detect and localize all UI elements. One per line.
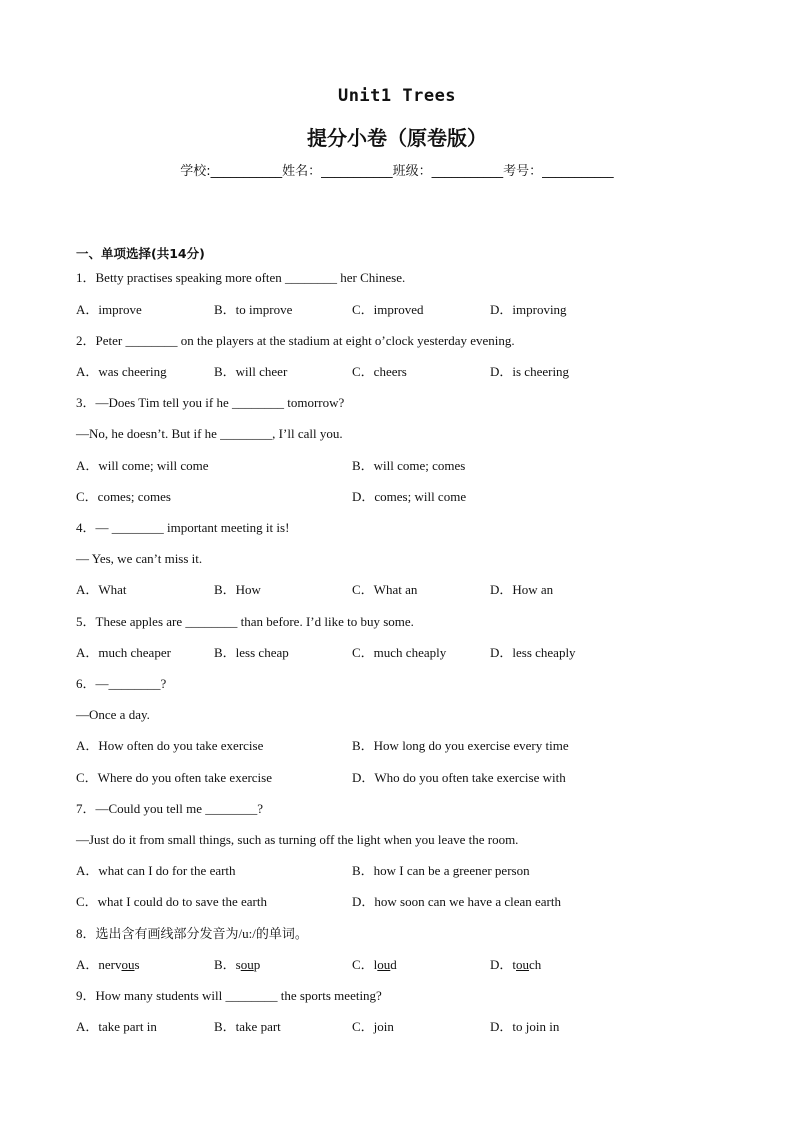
underlined-letters: ou [240,957,254,972]
section-heading: 一、单项选择(共14分) [76,246,205,261]
question-7-stem: 7．—Could you tell me ________? [76,801,264,816]
question-1-option-c: C．improved [352,302,424,317]
question-1-option-b: B．to improve [214,302,293,317]
question-2-option-b: B．will cheer [214,364,288,379]
question-8-option-a [76,955,140,975]
question-4-option-a: A．What [76,582,127,597]
question-8-option-c [352,955,397,975]
question-9-option-c: C．join [352,1019,394,1034]
question-1-option-d: D．improving [490,302,567,317]
question-1-option-a: A．improve [76,302,142,317]
option-prefix: B． [214,957,236,972]
question-4-option-c: C．What an [352,582,418,597]
word-part: ch [529,957,542,972]
question-7-option-c: C．what I could do to save the earth [76,894,267,909]
question-6-option-a: A．How often do you take exercise [76,738,264,753]
question-2-option-d: D．is cheering [490,364,570,379]
document-title: Unit1 Trees [337,86,457,106]
question-5-option-b: B．less cheap [214,645,289,660]
student-info-line [0,160,794,179]
question-5-option-d: D．less cheaply [490,645,576,660]
question-9-option-b: B．take part [214,1019,281,1034]
question-3-option-a: A．will come; will come [76,458,209,473]
question-4-option-d: D．How an [490,582,554,597]
question-5-option-c: C．much cheaply [352,645,447,660]
question-3-option-b: B．will come; comes [352,458,466,473]
question-2-option-a: A．was cheering [76,364,167,379]
word-part: d [390,957,397,972]
question-1-stem: 1．Betty practises speaking more often ________ her Chinese. [76,270,406,285]
word-part: l [373,957,378,972]
word-part: p [253,957,261,972]
question-6-stem: 6．—________? [76,676,167,691]
underlined-letters: ou [121,957,135,972]
underlined-letters: ou [377,957,391,972]
option-prefix: C． [352,957,374,972]
question-8-option-d [490,955,541,975]
question-3-option-c: C．comes; comes [76,489,171,504]
document-subtitle: 提分小卷（原卷版） [307,126,487,150]
question-7-option-b: B．how I can be a greener person [352,863,530,878]
word-part: t [512,957,517,972]
option-prefix: A． [76,957,99,972]
question-9-option-a: A．take part in [76,1019,157,1034]
question-4-stem-reply: — Yes, we can’t miss it. [76,551,203,566]
question-5-option-a: A．much cheaper [76,645,171,660]
question-9-stem: 9．How many students will ________ the sports meeting? [76,988,382,1003]
question-3-stem-reply: —No, he doesn’t. But if he ________, I’ll call you. [76,426,343,441]
question-6-option-d: D．Who do you often take exercise with [352,770,566,785]
question-5-stem: 5．These apples are ________ than before. I’d like to buy some. [76,614,414,629]
question-2-option-c: C．cheers [352,364,407,379]
word-part: nerv [98,957,122,972]
word-part: s [134,957,140,972]
question-2-stem: 2．Peter ________ on the players at the stadium at eight o’clock yesterday evening. [76,333,515,348]
word-part: s [235,957,241,972]
student-info-text: 学校:___________姓名：___________班级：___________考号：___________ [180,164,614,179]
question-7-option-a: A．what can I do for the earth [76,863,236,878]
question-7-stem-reply: —Just do it from small things, such as turning off the light when you leave the room. [76,832,519,847]
question-6-option-c: C．Where do you often take exercise [76,770,273,785]
underlined-letters: ou [516,957,530,972]
question-4-stem: 4．— ________ important meeting it is! [76,520,290,535]
question-4-option-b: B．How [214,582,261,597]
question-8-stem: 8．选出含有画线部分发音为/u:/的单词。 [76,926,308,941]
question-3-option-d: D．comes; will come [352,489,467,504]
question-9-option-d: D．to join in [490,1019,560,1034]
question-6-option-b: B．How long do you exercise every time [352,738,569,753]
question-6-stem-reply: —Once a day. [76,707,150,722]
option-prefix: D． [490,957,513,972]
question-8-option-b [214,955,260,975]
question-3-stem: 3．—Does Tim tell you if he ________ tomorrow? [76,395,345,410]
question-7-option-d: D．how soon can we have a clean earth [352,894,561,909]
